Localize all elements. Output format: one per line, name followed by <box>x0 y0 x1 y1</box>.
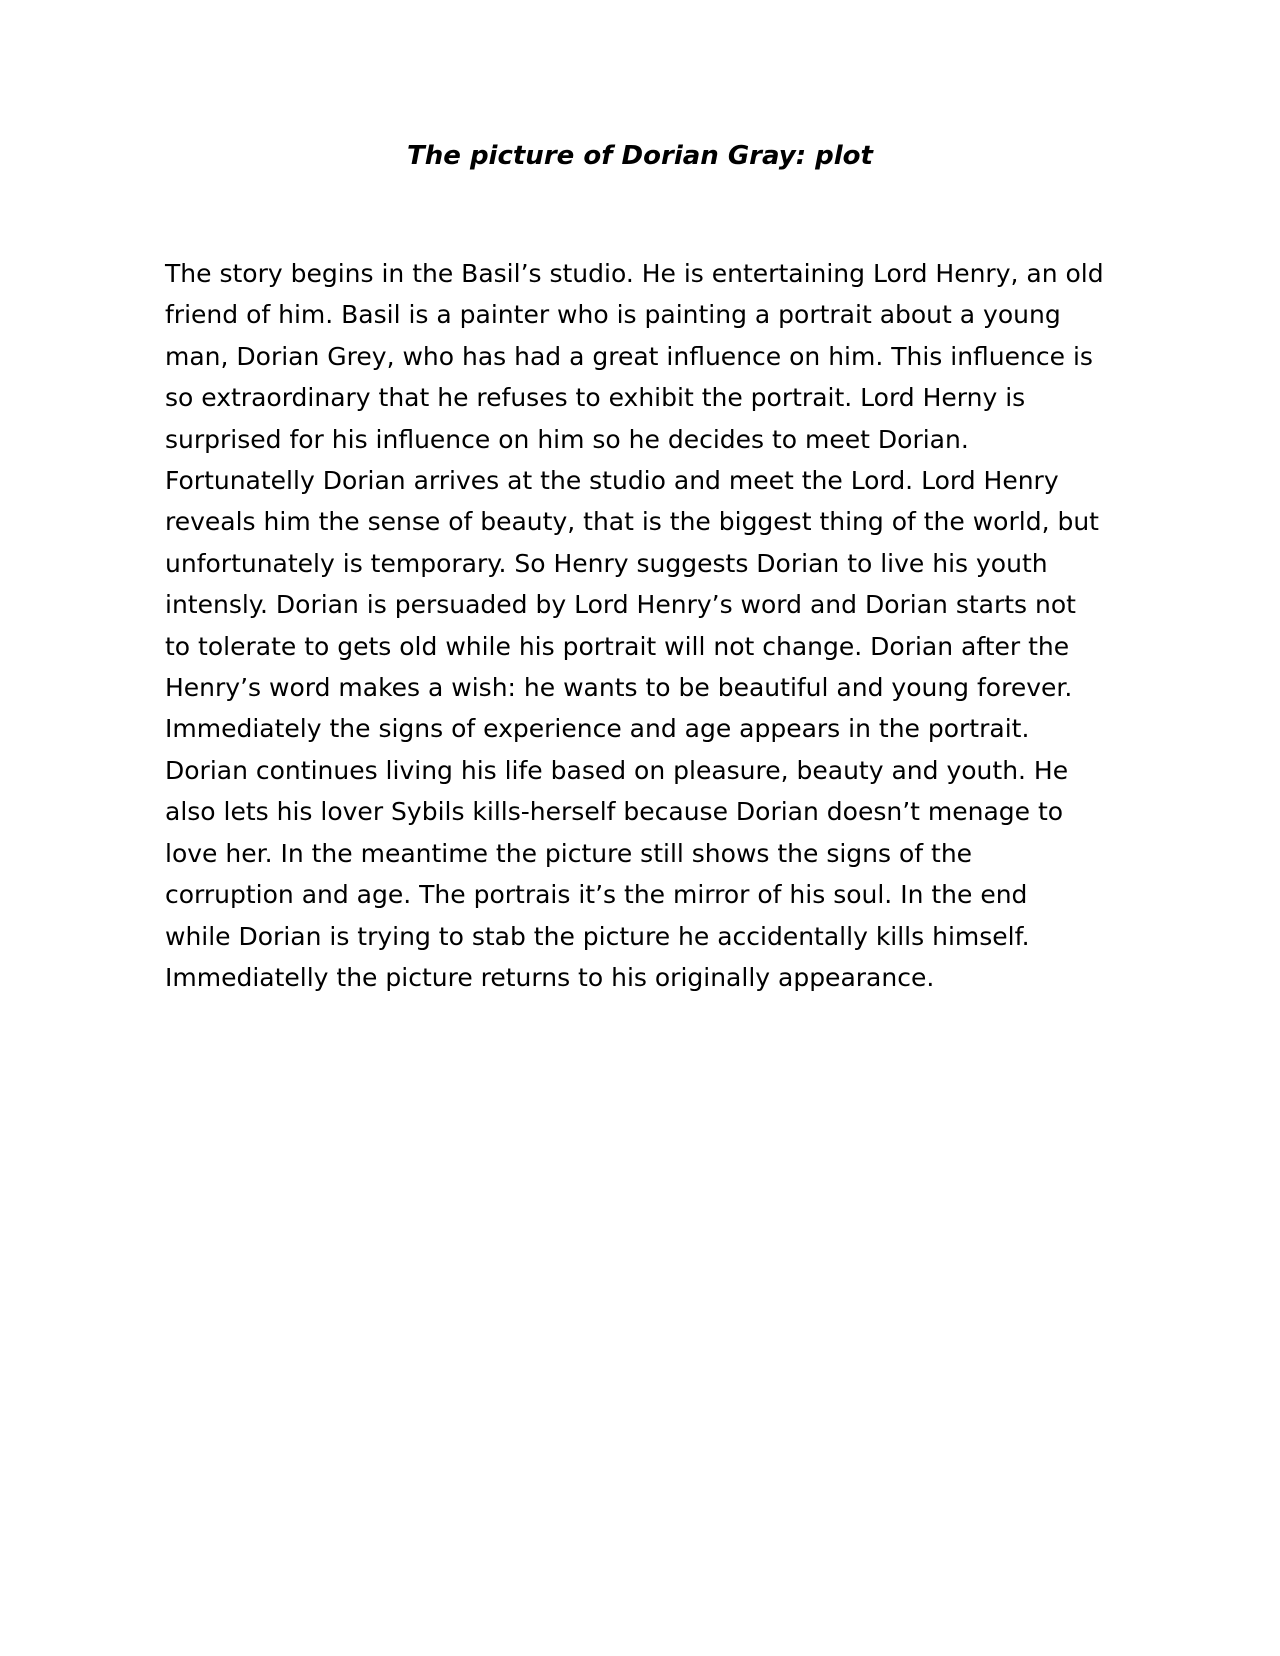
paragraph-line: also lets his lover Sybils kills-herself because Dorian doesn’t menage to <box>165 797 1064 827</box>
paragraph-line: Immediatelly the picture returns to his originally appearance. <box>165 962 935 992</box>
paragraph-line: love her. In the meantime the picture still shows the signs of the <box>165 838 973 868</box>
paragraph-line: while Dorian is trying to stab the picture he accidentally kills himself. <box>165 921 1030 951</box>
document-title: The picture of Dorian Gray: plot <box>407 141 873 171</box>
paragraph-line: unfortunately is temporary. So Henry suggests Dorian to live his youth <box>165 548 1048 578</box>
paragraph-line: Dorian continues living his life based on pleasure, beauty and youth. He <box>165 755 1069 785</box>
paragraph-line: so extraordinary that he refuses to exhibit the portrait. Lord Herny is <box>165 383 1026 413</box>
paragraph-line: Immediately the signs of experience and age appears in the portrait. <box>165 714 1030 744</box>
paragraph-line: The story begins in the Basil’s studio. He is entertaining Lord Henry, an old <box>165 259 1104 288</box>
paragraph-line: corruption and age. The portrais it’s the mirror of his soul. In the end <box>165 880 1028 910</box>
paragraph-line: Fortunatelly Dorian arrives at the studio and meet the Lord. Lord Henry <box>165 466 1059 496</box>
paragraph-line: reveals him the sense of beauty, that is the biggest thing of the world, but <box>165 507 1099 537</box>
paragraph-line: Henry’s word makes a wish: he wants to be beautiful and young forever. <box>165 673 1073 703</box>
plot-paragraph <box>165 253 1125 998</box>
paragraph-line: intensly. Dorian is persuaded by Lord Henry’s word and Dorian starts not <box>165 590 1076 620</box>
paragraph-line: friend of him. Basil is a painter who is painting a portrait about a young <box>165 300 1061 330</box>
paragraph-line: surprised for his influence on him so he decides to meet Dorian. <box>165 424 969 454</box>
paragraph-line: man, Dorian Grey, who has had a great influence on him. This influence is <box>165 341 1093 371</box>
paragraph-line: to tolerate to gets old while his portrait will not change. Dorian after the <box>165 631 1070 661</box>
